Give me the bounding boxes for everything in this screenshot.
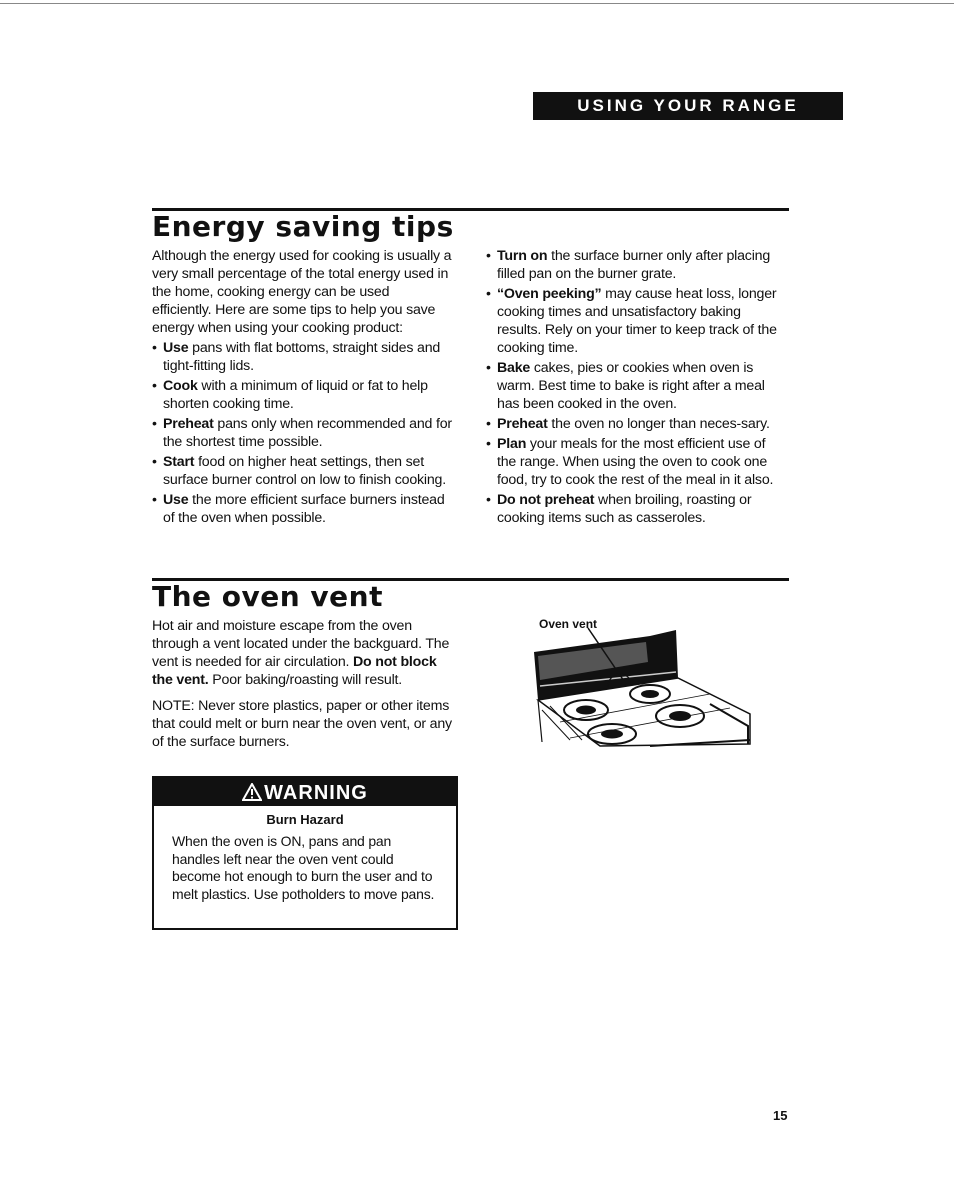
section-tab: USING YOUR RANGE (533, 92, 843, 120)
tip-text: your meals for the most efficient use of the range. When using the oven to cook one food, try to cook the rest of the meal in it also. (497, 436, 774, 488)
tip-text: when broiling, roasting or cooking items such as casseroles. (497, 492, 752, 526)
tip-text: the surface burner only after placing filled pan on the burner grate. (497, 248, 771, 282)
tip-lead: Plan (497, 436, 527, 452)
top-rule (0, 3, 954, 4)
figure-label: Oven vent (539, 617, 598, 631)
tip-text: cakes, pies or cookies when oven is warm. Best time to bake is right after a meal has been cooked in the oven. (497, 360, 765, 412)
tip-item (152, 453, 452, 489)
tip-lead: Do not preheat (497, 492, 595, 508)
tip-lead: Preheat (163, 416, 214, 432)
page-number: 15 (773, 1108, 788, 1123)
energy-title: Energy saving tips (152, 210, 454, 243)
energy-left-column (152, 247, 452, 529)
tip-lead: Start (163, 454, 195, 470)
tip-item (486, 435, 786, 489)
tip-item (152, 415, 452, 451)
tip-item (486, 491, 786, 527)
tip-text: pans only when recommended and for the shortest time possible. (163, 416, 452, 450)
oven-vent-illustration (530, 622, 754, 752)
tip-lead: Turn on (497, 248, 548, 264)
tip-lead: Bake (497, 360, 531, 376)
vent-note: NOTE: Never store plastics, paper or other items that could melt or burn near the oven vent, or any of the surface burners. (152, 698, 452, 750)
warning-text: When the oven is ON, pans and pan handles left near the oven vent could become hot enough to burn the user and to melt plastics. Use potholders to move pans. (172, 833, 435, 902)
energy-intro: Although the energy used for cooking is usually a very small percentage of the total energy used in the home, cooking energy can be used efficiently. Here are some tips to help you save energy when using your cooking product: (152, 248, 452, 336)
vent-para-bold: Do not block the vent. (152, 654, 437, 688)
vent-para-start: Hot air and moisture escape from the oven through a vent located under the backguard. The vent is needed for air circulation. (152, 618, 450, 670)
vent-text-column (152, 617, 458, 753)
energy-right-column (486, 247, 786, 529)
tip-item (486, 415, 786, 433)
vent-title: The oven vent (152, 580, 383, 613)
warning-title: WARNING (264, 782, 368, 804)
tip-text: may cause heat loss, longer cooking times and unsatisfactory baking results. Rely on your timer to keep track of the cooking time. (497, 286, 777, 356)
warning-header (154, 778, 456, 806)
tip-lead: Use (163, 340, 189, 356)
tip-lead: Use (163, 492, 189, 508)
tip-lead: “Oven peeking” (497, 286, 602, 302)
energy-tips-left (152, 339, 452, 527)
tip-text: the oven no longer than neces-sary. (547, 416, 770, 432)
tip-lead: Preheat (497, 416, 548, 432)
tip-item (486, 285, 786, 357)
tip-item (486, 359, 786, 413)
tip-text: the more efficient surface burners instead of the oven when possible. (163, 492, 445, 526)
vent-paragraph (152, 617, 458, 689)
warning-subtitle: Burn Hazard (266, 812, 344, 827)
energy-tips-right (486, 247, 786, 527)
tip-lead: Cook (163, 378, 198, 394)
vent-para-end: Poor baking/roasting will result. (208, 672, 403, 688)
tip-item (152, 339, 452, 375)
tip-item (486, 247, 786, 283)
warning-box (152, 776, 458, 930)
warning-triangle-icon (242, 783, 262, 801)
tip-text: pans with flat bottoms, straight sides and tight-fitting lids. (163, 340, 441, 374)
tip-text: food on higher heat settings, then set surface burner control on low to finish cooking. (163, 454, 446, 488)
tip-item (152, 491, 452, 527)
tip-item (152, 377, 452, 413)
tip-text: with a minimum of liquid or fat to help shorten cooking time. (163, 378, 428, 412)
